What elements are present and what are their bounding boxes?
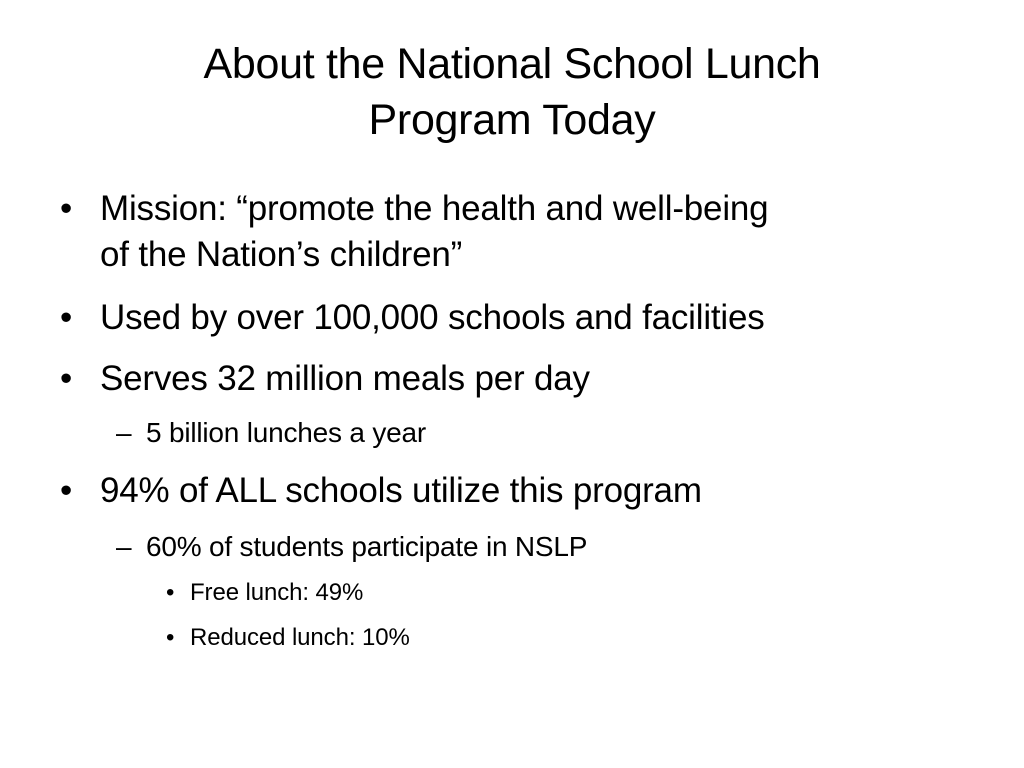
sub-bullet-text: 60% of students participate in NSLP bbox=[146, 531, 588, 562]
sub-sub-bullet-text: Reduced lunch: 10% bbox=[190, 624, 410, 651]
slide-title-line-1: About the National School Lunch bbox=[203, 40, 821, 88]
sub-sub-bullet-marker: • bbox=[166, 624, 175, 651]
bullet-text-line-2: of the Nation’s children” bbox=[100, 235, 463, 274]
slide-title-line-2: Program Today bbox=[368, 96, 656, 144]
bullet-text: 94% of ALL schools utilize this program bbox=[100, 471, 702, 510]
bullet-marker: • bbox=[60, 471, 73, 510]
bullet-marker: • bbox=[60, 189, 73, 228]
bullet-text-line-1: Mission: “promote the health and well-being bbox=[100, 189, 769, 228]
bullet-marker: • bbox=[60, 359, 73, 398]
bullet-marker: • bbox=[60, 298, 73, 337]
sub-bullet-marker: – bbox=[116, 417, 132, 448]
sub-sub-bullet-text: Free lunch: 49% bbox=[190, 579, 364, 606]
sub-bullet-marker: – bbox=[116, 531, 132, 562]
bullet-text: Used by over 100,000 schools and facilities bbox=[100, 298, 765, 337]
bullet-text: Serves 32 million meals per day bbox=[100, 359, 590, 398]
sub-bullet-text: 5 billion lunches a year bbox=[146, 417, 427, 448]
sub-sub-bullet-marker: • bbox=[166, 579, 175, 606]
